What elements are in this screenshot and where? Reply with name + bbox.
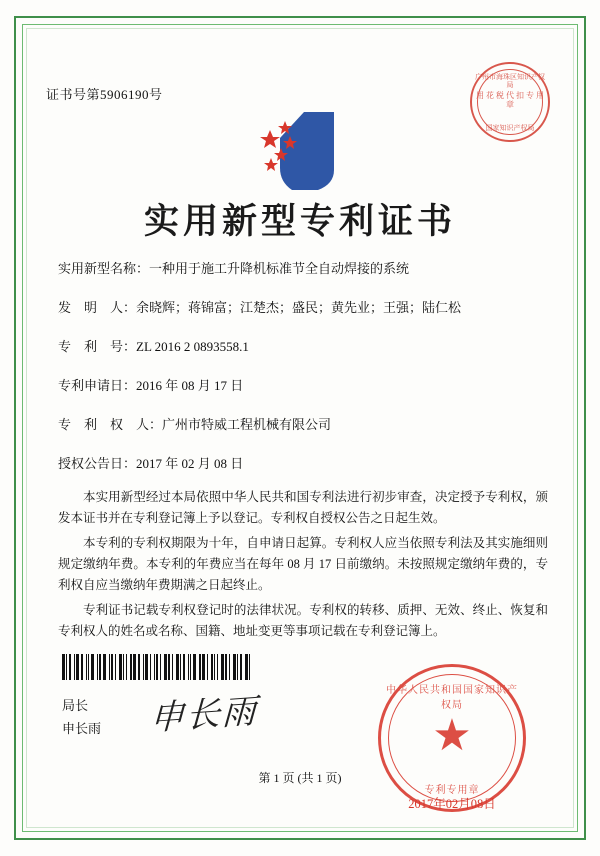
field-list xyxy=(58,260,554,494)
field-value: 广州市特威工程机械有限公司 xyxy=(162,417,332,432)
national-patent-office-seal xyxy=(378,664,526,812)
field-row-utility-model-name xyxy=(58,260,554,278)
field-label: 授权公告日： xyxy=(58,456,137,471)
star-icon: ★ xyxy=(432,711,472,761)
tax-stamp-arc-bottom: 国家知识产权局 xyxy=(485,124,535,132)
field-value: 2017 年 02 月 08 日 xyxy=(136,456,244,471)
tax-stamp-seal xyxy=(470,62,550,142)
corner-ornament-bottom-left xyxy=(14,814,40,840)
director-name-label: 申长雨 xyxy=(62,721,102,736)
field-row-patentee xyxy=(58,416,554,434)
field-label: 发 明 人： xyxy=(58,300,137,315)
field-value: 2016 年 08 月 17 日 xyxy=(136,378,244,393)
field-row-inventors xyxy=(58,299,554,317)
field-label: 专 利 号： xyxy=(58,339,137,354)
corner-ornament-top-left xyxy=(14,16,40,42)
tax-stamp-center-text: 用 花 税 代 扣 专 用 章 xyxy=(476,91,544,109)
seal-arc-bottom: 专利专用章 xyxy=(424,785,480,796)
legal-paragraph-2: 本专利的专利权期限为十年，自申请日起算。专利权人应当依照专利法及其实施细则规定缴纳年费。本专利的年费应当在每年 08 月 17 日前缴纳。未按照规定缴纳年费的，专利权自应当缴纳年费期满之日起终止。 xyxy=(58,536,548,592)
tax-stamp-arc-top: 广州市海珠区知识产权局 xyxy=(475,73,545,89)
legal-paragraph-1: 本实用新型经过本局依照中华人民共和国专利法进行初步审查，决定授予专利权，颁发本证书并在专利登记簿上予以登记。专利权自授权公告之日起生效。 xyxy=(58,490,548,525)
field-label: 专 利 权 人： xyxy=(58,417,163,432)
page-title: 实用新型专利证书 xyxy=(143,202,456,241)
page-footer: 第 1 页 (共 1 页) xyxy=(258,771,342,785)
field-value: ZL 2016 2 0893558.1 xyxy=(136,339,249,354)
corner-ornament-top-right xyxy=(560,16,586,42)
legal-paragraph-3: 专利证书记载专利权登记时的法律状况。专利权的转移、质押、无效、终止、恢复和专利权人的姓名或名称、国籍、地址变更等事项记载在专利登记簿上。 xyxy=(58,603,548,638)
field-value: 一种用于施工升降机标准节全自动焊接的系统 xyxy=(149,261,410,276)
field-row-patent-number xyxy=(58,338,554,356)
patent-office-emblem-icon xyxy=(240,108,360,194)
seal-date: 2017年02月08日 xyxy=(408,797,496,811)
field-value: 余晓辉；蒋锦富；江楚杰；盛民；黄先业；王强；陆仁松 xyxy=(136,300,462,315)
signature-block xyxy=(62,694,101,740)
handwritten-signature: 申长雨 xyxy=(149,693,259,738)
corner-ornament-bottom-right xyxy=(560,814,586,840)
barcode xyxy=(62,654,250,680)
field-label: 实用新型名称： xyxy=(58,261,150,276)
field-row-application-date xyxy=(58,377,554,395)
certificate-content xyxy=(40,42,560,814)
director-title-label: 局长 xyxy=(62,698,89,713)
field-row-grant-announcement-date xyxy=(58,455,554,473)
field-label: 专利申请日： xyxy=(58,378,137,393)
legal-text-block xyxy=(58,487,548,646)
seal-arc-top: 中华人民共和国国家知识产权局 xyxy=(386,685,518,711)
certificate-number: 证书号第5906190号 xyxy=(46,87,163,102)
